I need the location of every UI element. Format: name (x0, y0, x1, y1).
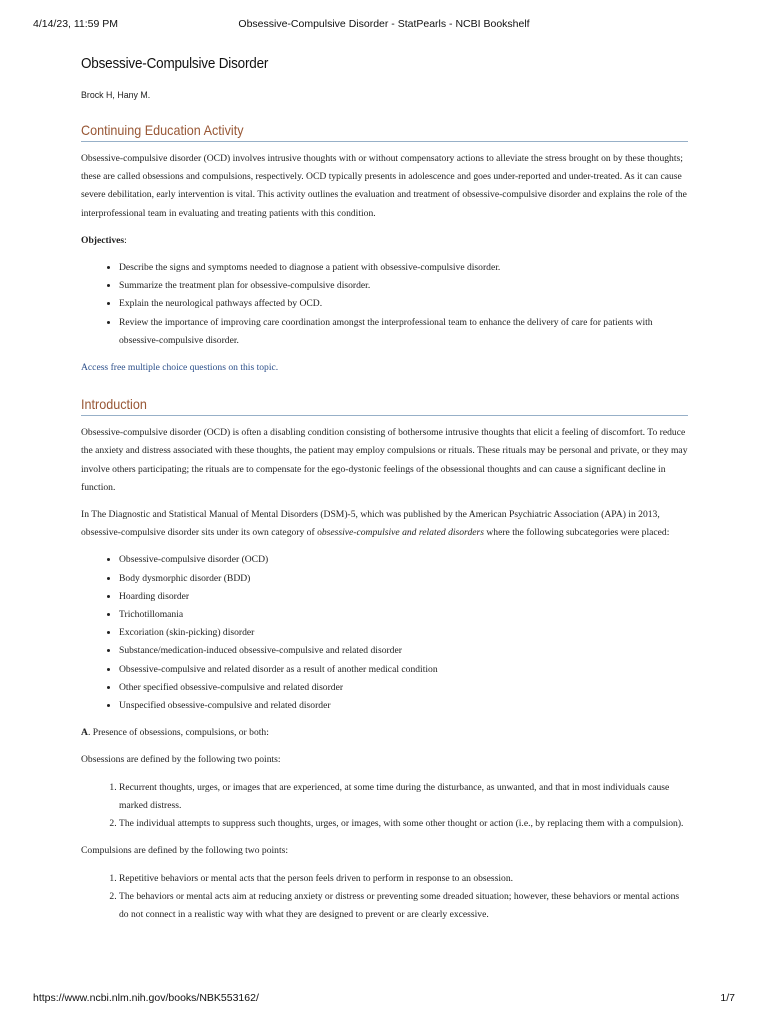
list-item: • Describe the signs and symptoms needed to diagnose a patient with obsessive-compulsive disorder. (119, 259, 688, 277)
intro-paragraph-1: Obsessive-compulsive disorder (OCD) is often a disabling condition consisting of bothersome intrusive thoughts that elicit a feeling of discomfort. To reduce the anxiety and distress associated with these thoughts, the patient may employ compulsions or rituals. These rituals may be personal and private, or they may involve others participating; the rituals are to compensate for the ego-dystonic feelings of the obsessional thoughts and can cause a significant decline in function. (81, 427, 688, 493)
print-page-title: Obsessive-Compulsive Disorder - StatPearls - NCBI Bookshelf (238, 18, 530, 30)
criterion-a: A. Presence of obsessions, compulsions, or both: (81, 727, 269, 739)
compulsions-list (81, 870, 688, 925)
document-title: Obsessive-Compulsive Disorder (81, 56, 269, 72)
list-item: • Obsessive-compulsive and related disorder as a result of another medical condition (119, 661, 688, 679)
list-item: • Trichotillomania (119, 606, 688, 624)
list-item: 1. Repetitive behaviors or mental acts that the person feels driven to perform in response to an obsession. (119, 870, 688, 888)
print-header (33, 18, 735, 32)
list-item: • Unspecified obsessive-compulsive and related disorder (119, 697, 688, 715)
list-item: • Obsessive-compulsive disorder (OCD) (119, 551, 688, 569)
mcq-link[interactable]: Access free multiple choice questions on this topic. (81, 362, 279, 374)
list-item: • Explain the neurological pathways affected by OCD. (119, 295, 688, 313)
list-item: • Other specified obsessive-compulsive and related disorder (119, 679, 688, 697)
compulsions-intro: Compulsions are defined by the following two points: (81, 845, 289, 857)
obsessions-list (81, 779, 688, 834)
list-item: • Substance/medication-induced obsessive-compulsive and related disorder (119, 642, 688, 660)
section-heading-introduction: Introduction (81, 396, 688, 416)
page-number: 1/7 (720, 992, 735, 1004)
list-item: 2. The individual attempts to suppress such thoughts, urges, or images, with some other thought or action (i.e., by replacing them with a compulsion). (119, 815, 688, 833)
list-item: • Body dysmorphic disorder (BDD) (119, 570, 688, 588)
list-item: • Review the importance of improving care coordination amongst the interprofessional team to enhance the delivery of care for patients with obsessive-compulsive disorder. (119, 314, 688, 350)
article-content (81, 56, 688, 924)
obsessions-intro: Obsessions are defined by the following two points: (81, 754, 281, 766)
ce-paragraph: Obsessive-compulsive disorder (OCD) involves intrusive thoughts with or without compensatory actions to alleviate the stress brought on by these thoughts; these are called obsessions and compulsions, respectively. OCD typically presents in adolescence and goes under-reported and under-treated. As it can cause severe debilitation, early intervention is vital. This activity outlines the evaluation and treatment of obsessive-compulsive disorder and explains the role of the interprofessional team in evaluating and treating patients with this condition. (81, 153, 687, 219)
list-item: 2. The behaviors or mental acts aim at reducing anxiety or distress or preventing some dreaded situation; however, these behaviors or mental actions do not connect in a realistic way with what they are designed to prevent or are clearly excessive. (119, 888, 688, 924)
print-datetime: 4/14/23, 11:59 PM (33, 18, 119, 30)
intro-paragraph-2: In The Diagnostic and Statistical Manual of Mental Disorders (DSM)-5, which was published by the American Psychiatric Association (APA) in 2013, obsessive-compulsive disorder sits under its own category of obsessive-compulsive and related disorders where the following subcategories were placed: (81, 509, 670, 539)
print-url: https://www.ncbi.nlm.nih.gov/books/NBK553162/ (33, 992, 259, 1004)
list-item: • Hoarding disorder (119, 588, 688, 606)
list-item: • Summarize the treatment plan for obsessive-compulsive disorder. (119, 277, 688, 295)
subcategory-list (81, 551, 688, 715)
section-heading-continuing-education: Continuing Education Activity (81, 122, 688, 142)
print-footer (33, 992, 735, 1006)
list-item: • Excoriation (skin-picking) disorder (119, 624, 688, 642)
mcq-link-paragraph (81, 359, 688, 377)
objectives-list (81, 259, 688, 350)
objectives-label: Objectives: (81, 234, 127, 246)
list-item: 1. Recurrent thoughts, urges, or images that are experienced, at some time during the disturbance, as unwanted, and that in most individuals cause marked distress. (119, 779, 688, 815)
author-list: Brock H, Hany M. (81, 90, 151, 101)
